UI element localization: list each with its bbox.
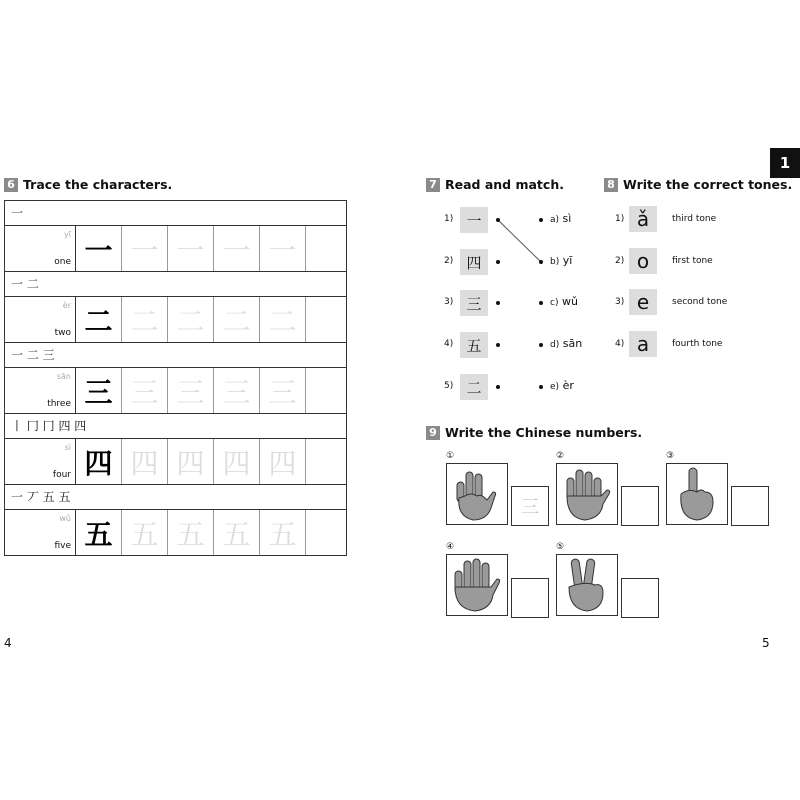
section-6-number: 6 <box>4 178 18 192</box>
item-number: 5) <box>444 381 454 391</box>
trace-cell[interactable]: 一 <box>122 226 168 271</box>
pinyin-label: wǔ <box>59 514 71 523</box>
match-dot-right[interactable] <box>539 260 543 264</box>
answer-box[interactable] <box>731 486 769 526</box>
model-character: 五 <box>76 510 122 555</box>
match-dot-left[interactable] <box>496 343 500 347</box>
trace-cell[interactable]: 一 <box>168 226 214 271</box>
section-8-title: 8 Write the correct tones. <box>604 176 792 192</box>
trace-cell[interactable]: 五 <box>260 510 306 555</box>
trace-cell[interactable]: 三 <box>168 368 214 413</box>
section-6-title: 6 Trace the characters. <box>4 176 172 192</box>
tone-letter[interactable]: ǎ <box>629 206 657 232</box>
english-label: five <box>54 541 71 551</box>
pinyin-label: èr <box>62 301 71 310</box>
open-hand-icon <box>446 554 508 616</box>
match-character: 二 <box>460 374 488 400</box>
trace-cell[interactable]: 三 <box>260 368 306 413</box>
item-number: 1) <box>615 214 625 224</box>
page-number-right: 5 <box>762 636 770 650</box>
trace-cell[interactable]: 一 <box>214 226 260 271</box>
trace-cell[interactable]: 四 <box>214 439 260 484</box>
match-option: e) èr <box>550 379 574 392</box>
item-number: ④ <box>446 542 455 552</box>
trace-cell[interactable]: 二 <box>168 297 214 342</box>
section-9-title: 9 Write the Chinese numbers. <box>426 424 642 440</box>
match-dot-left[interactable] <box>496 218 500 222</box>
trace-cell[interactable]: 三 <box>122 368 168 413</box>
answer-box[interactable] <box>621 578 659 618</box>
match-dot-left[interactable] <box>496 260 500 264</box>
model-character: 二 <box>76 297 122 342</box>
trace-cell[interactable]: 四 <box>168 439 214 484</box>
pinyin-label: sān <box>56 372 71 381</box>
trace-cell[interactable]: 四 <box>260 439 306 484</box>
trace-cell[interactable]: 五 <box>214 510 260 555</box>
item-number: ⑤ <box>556 542 565 552</box>
two-fingers-hand-icon <box>556 554 618 616</box>
match-character: 一 <box>460 207 488 233</box>
trace-cell[interactable]: 一 <box>260 226 306 271</box>
item-number: ① <box>446 451 455 461</box>
one-finger-hand-icon <box>666 463 728 525</box>
tone-label: fourth tone <box>672 339 723 349</box>
pinyin-label: sì <box>64 443 71 452</box>
stroke-order-three: 一 二 三 <box>5 343 346 368</box>
item-number: 2) <box>444 256 454 266</box>
trace-cell[interactable]: 二 <box>122 297 168 342</box>
match-option: a) sì <box>550 212 572 225</box>
stroke-order-five: 一 丆 五 五 <box>5 485 346 510</box>
match-line <box>498 220 541 262</box>
trace-cell[interactable]: 四 <box>122 439 168 484</box>
match-dot-right[interactable] <box>539 301 543 305</box>
match-dot-right[interactable] <box>539 218 543 222</box>
match-character: 五 <box>460 332 488 358</box>
tone-letter[interactable]: e <box>629 289 657 315</box>
tone-label: first tone <box>672 256 713 266</box>
stroke-order-one: 一 <box>5 201 346 226</box>
trace-cell[interactable]: 二 <box>260 297 306 342</box>
match-character: 三 <box>460 290 488 316</box>
model-character: 四 <box>76 439 122 484</box>
answer-box[interactable] <box>621 486 659 526</box>
model-character: 一 <box>76 226 122 271</box>
english-label: one <box>54 257 71 267</box>
tone-letter[interactable]: a <box>629 331 657 357</box>
trace-cell[interactable]: 五 <box>122 510 168 555</box>
pinyin-label: yī <box>64 230 71 239</box>
match-option: c) wǔ <box>550 295 578 308</box>
tone-label: third tone <box>672 214 717 224</box>
english-label: three <box>47 399 71 409</box>
item-number: ③ <box>666 451 675 461</box>
section-7-title: 7 Read and match. <box>426 176 564 192</box>
item-number: 4) <box>615 339 625 349</box>
english-label: four <box>52 470 71 480</box>
english-label: two <box>54 328 71 338</box>
item-number: 3) <box>444 297 454 307</box>
stroke-order-two: 一 二 <box>5 272 346 297</box>
item-number: 1) <box>444 214 454 224</box>
match-option: d) sān <box>550 337 583 350</box>
unit-tab: 1 <box>770 148 800 178</box>
item-number: 3) <box>615 297 625 307</box>
match-dot-right[interactable] <box>539 343 543 347</box>
answer-box[interactable]: 三 <box>511 486 549 526</box>
stroke-order-four: 丨 冂 冂 四 四 <box>5 414 346 439</box>
trace-cell[interactable]: 二 <box>214 297 260 342</box>
section-7-number: 7 <box>426 178 440 192</box>
model-character: 三 <box>76 368 122 413</box>
match-dot-left[interactable] <box>496 385 500 389</box>
three-fingers-hand-icon <box>446 463 508 525</box>
trace-cell[interactable]: 五 <box>168 510 214 555</box>
five-fingers-hand-icon <box>556 463 618 525</box>
match-dot-left[interactable] <box>496 301 500 305</box>
answer-box[interactable] <box>511 578 549 618</box>
match-dot-right[interactable] <box>539 385 543 389</box>
match-option: b) yī <box>550 254 573 267</box>
section-9-number: 9 <box>426 426 440 440</box>
item-number: 2) <box>615 256 625 266</box>
item-number: ② <box>556 451 565 461</box>
section-8-number: 8 <box>604 178 618 192</box>
trace-cell[interactable]: 三 <box>214 368 260 413</box>
item-number: 4) <box>444 339 454 349</box>
tone-label: second tone <box>672 297 728 307</box>
page-number-left: 4 <box>4 636 12 650</box>
tone-letter[interactable]: o <box>629 248 657 274</box>
match-character: 四 <box>460 249 488 275</box>
